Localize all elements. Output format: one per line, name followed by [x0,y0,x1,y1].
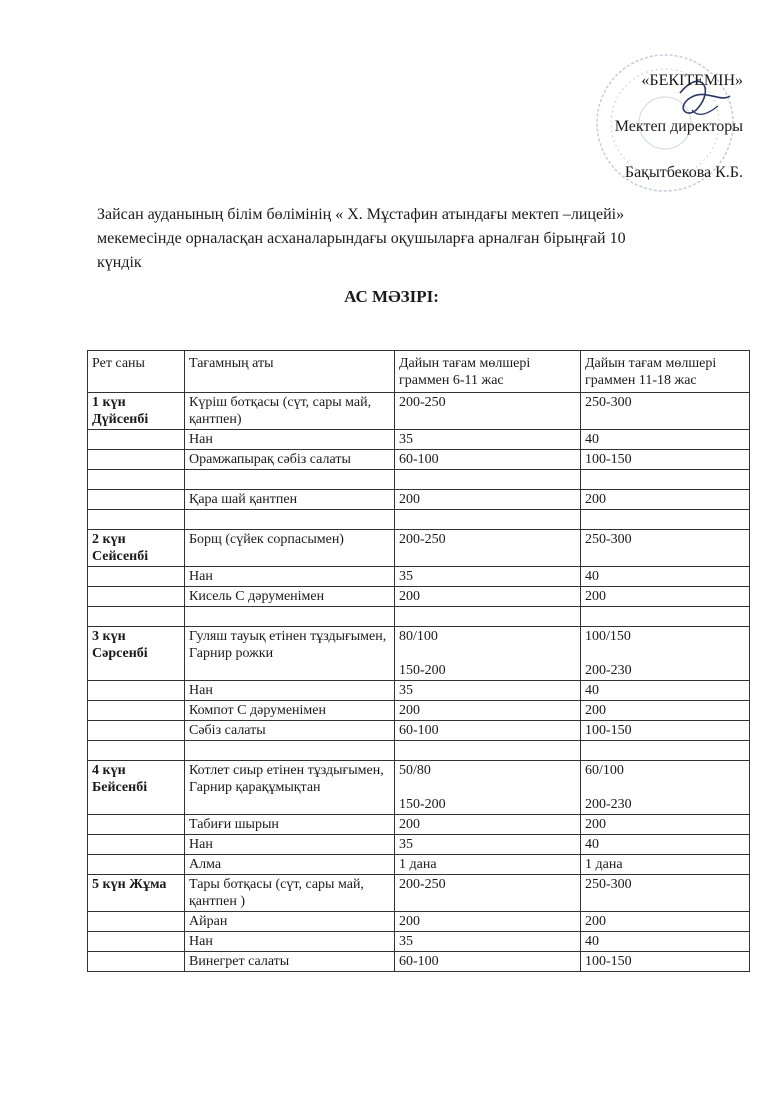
portion-6-11-cell: 80/100 150-200 [395,627,581,681]
day-cell [88,952,185,972]
table-row [88,701,750,721]
portion-6-11-cell [395,510,581,530]
portion-6-11-cell: 200 [395,587,581,607]
portion-11-18-cell: 1 дана [581,855,750,875]
portion-6-11-cell: 200 [395,490,581,510]
dish-cell [185,470,395,490]
portion-11-18-cell: 40 [581,430,750,450]
column-header: Дайын тағам мөлшері граммен 6-11 жас [395,351,581,393]
portion-6-11-cell [395,741,581,761]
dish-cell: Қара шай қантпен [185,490,395,510]
day-cell [88,587,185,607]
portion-11-18-cell: 40 [581,835,750,855]
dish-cell: Орамжапырақ сәбіз салаты [185,450,395,470]
portion-6-11-cell [395,470,581,490]
approval-block [615,58,743,196]
portion-11-18-cell: 100-150 [581,952,750,972]
day-cell [88,490,185,510]
portion-11-18-cell [581,470,750,490]
portion-11-18-cell: 100/150 200-230 [581,627,750,681]
table-row [88,761,750,815]
table-row [88,470,750,490]
table-row [88,855,750,875]
day-cell [88,470,185,490]
portion-6-11-cell: 60-100 [395,721,581,741]
dish-cell: Кисель С дәруменімен [185,587,395,607]
dish-cell: Алма [185,855,395,875]
table-row [88,741,750,761]
portion-6-11-cell: 60-100 [395,450,581,470]
portion-11-18-cell: 100-150 [581,721,750,741]
portion-6-11-cell: 200-250 [395,393,581,430]
menu-title: АС МӘЗІРІ: [344,287,439,306]
intro-line-2: мекемесінде орналасқан асханаларындағы оқушыларға арналған бірыңғай 10 [97,230,626,247]
dish-cell: Тары ботқасы (сүт, сары май, қантпен ) [185,875,395,912]
dish-cell: Нан [185,835,395,855]
day-cell: 5 күн Жұма [88,875,185,912]
table-row [88,681,750,701]
day-cell [88,835,185,855]
portion-11-18-cell: 200 [581,587,750,607]
dish-cell [185,607,395,627]
portion-11-18-cell [581,741,750,761]
portion-6-11-cell: 35 [395,932,581,952]
day-cell [88,681,185,701]
dish-cell: Нан [185,681,395,701]
approval-position: Мектеп директоры [614,118,743,135]
portion-6-11-cell: 35 [395,430,581,450]
portion-6-11-cell: 200 [395,912,581,932]
column-header: Дайын тағам мөлшері граммен 11-18 жас [581,351,750,393]
approval-title: «БЕКІТЕМІН» [641,72,743,89]
intro-line-1: Зайсан ауданының білім бөлімінің « Х. Мұстафин атындағы мектеп –лицейі» [97,206,625,223]
table-row [88,952,750,972]
portion-11-18-cell: 100-150 [581,450,750,470]
day-cell: 3 күн Сәрсенбі [88,627,185,681]
day-cell [88,701,185,721]
table-row [88,627,750,681]
table-row [88,393,750,430]
day-cell [88,741,185,761]
dish-cell [185,741,395,761]
dish-cell: Нан [185,430,395,450]
dish-cell: Табиғи шырын [185,815,395,835]
day-cell: 4 күн Бейсенбі [88,761,185,815]
portion-11-18-cell: 250-300 [581,875,750,912]
menu-table [87,350,750,972]
dish-cell: Сәбіз салаты [185,721,395,741]
dish-cell: Нан [185,932,395,952]
day-cell [88,721,185,741]
day-cell [88,855,185,875]
dish-cell: Котлет сиыр етінен тұздығымен, Гарнир қарақұмықтан [185,761,395,815]
table-row [88,721,750,741]
dish-cell: Гуляш тауық етінен тұздығымен, Гарнир рожки [185,627,395,681]
day-cell: 1 күн Дүйсенбі [88,393,185,430]
portion-11-18-cell: 250-300 [581,530,750,567]
portion-6-11-cell: 60-100 [395,952,581,972]
table-row [88,490,750,510]
column-header: Тағамның аты [185,351,395,393]
table-row [88,607,750,627]
portion-6-11-cell: 200 [395,701,581,721]
table-row [88,587,750,607]
portion-11-18-cell: 40 [581,932,750,952]
intro-line-3: күндік [97,254,142,271]
dish-cell: Борщ (сүйек сорпасымен) [185,530,395,567]
table-row [88,932,750,952]
portion-11-18-cell: 200 [581,490,750,510]
portion-11-18-cell: 60/100 200-230 [581,761,750,815]
dish-cell: Компот С дәруменімен [185,701,395,721]
table-row [88,815,750,835]
portion-11-18-cell [581,607,750,627]
dish-cell: Нан [185,567,395,587]
portion-6-11-cell: 35 [395,681,581,701]
day-cell [88,607,185,627]
day-cell [88,430,185,450]
portion-6-11-cell: 200-250 [395,875,581,912]
day-cell [88,450,185,470]
table-row [88,510,750,530]
day-cell [88,912,185,932]
day-cell [88,510,185,530]
portion-6-11-cell [395,607,581,627]
day-cell [88,567,185,587]
day-cell [88,932,185,952]
portion-11-18-cell: 40 [581,567,750,587]
approval-name: Бақытбекова К.Б. [624,164,743,181]
portion-6-11-cell: 35 [395,835,581,855]
day-cell [88,815,185,835]
portion-6-11-cell: 1 дана [395,855,581,875]
document-intro [97,203,757,275]
table-row [88,567,750,587]
table-header-row [88,351,750,393]
portion-11-18-cell: 250-300 [581,393,750,430]
portion-11-18-cell [581,510,750,530]
dish-cell [185,510,395,530]
portion-6-11-cell: 200-250 [395,530,581,567]
day-cell: 2 күн Сейсенбі [88,530,185,567]
table-row [88,430,750,450]
dish-cell: Күріш ботқасы (сүт, сары май, қантпен) [185,393,395,430]
table-row [88,875,750,912]
table-row [88,835,750,855]
portion-11-18-cell: 40 [581,681,750,701]
column-header: Рет саны [88,351,185,393]
table-row [88,530,750,567]
portion-6-11-cell: 200 [395,815,581,835]
dish-cell: Винегрет салаты [185,952,395,972]
portion-6-11-cell: 35 [395,567,581,587]
portion-11-18-cell: 200 [581,815,750,835]
portion-11-18-cell: 200 [581,701,750,721]
portion-11-18-cell: 200 [581,912,750,932]
dish-cell: Айран [185,912,395,932]
table-row [88,912,750,932]
portion-6-11-cell: 50/80 150-200 [395,761,581,815]
table-row [88,450,750,470]
